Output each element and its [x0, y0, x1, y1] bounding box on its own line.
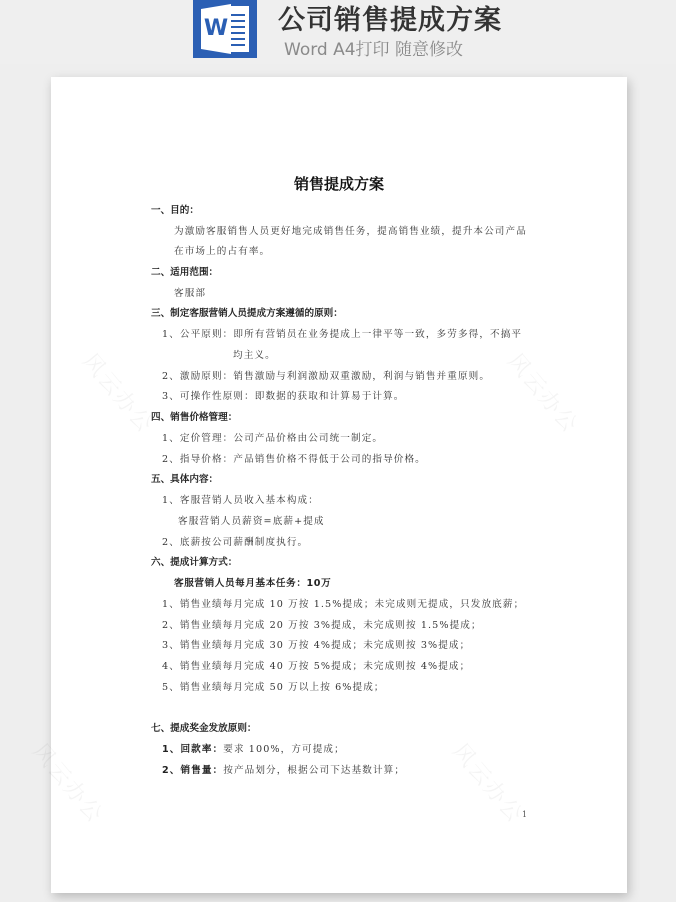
- item-label: 激励原则：: [179, 371, 234, 382]
- page-number: 1: [522, 810, 528, 819]
- item-text: 按产品划分，根据公司下达基数计算；: [223, 765, 406, 776]
- section-heading: 六、提成计算方式：: [151, 557, 238, 568]
- item-text: 销售业绩每月完成 10 万按 1.5%提成；未完成则无提成，只发放底薪；: [179, 599, 525, 610]
- item-number: 2、: [162, 620, 180, 631]
- watermark: [76, 346, 161, 439]
- word-icon: [193, 0, 257, 58]
- item-number: 3、: [162, 391, 180, 402]
- list-item: [162, 660, 470, 674]
- item-label: 回款率：: [180, 744, 224, 755]
- item-number: 1、: [162, 744, 181, 755]
- item-label: 销售量：: [180, 765, 224, 776]
- item-text: 公司产品价格由公司统一制定。: [233, 433, 384, 444]
- watermark: [501, 346, 586, 439]
- item-label: 指导价格：: [179, 454, 234, 465]
- item-text: 销售激励与利润激励双重激励，利润与销售并重原则。: [233, 371, 491, 382]
- list-item: [162, 639, 470, 653]
- item-text: 即所有营销员在业务提成上一律平等一致，多劳多得，不搞平: [233, 329, 523, 340]
- item-number: 2、: [162, 454, 180, 465]
- list-item: [162, 598, 524, 612]
- paragraph-line: 在市场上的占有率。: [174, 246, 271, 257]
- item-label: 可操作性原则：: [179, 391, 255, 402]
- list-item-sub: 客服营销人员薪资=底薪+提成: [178, 516, 325, 527]
- item-number: 1、: [162, 495, 180, 506]
- banner-header: [0, 0, 676, 64]
- section-heading: 四、销售价格管理：: [151, 412, 238, 423]
- item-number: 4、: [162, 661, 180, 672]
- section-heading: 七、提成奖金发放原则：: [151, 723, 257, 734]
- item-text: 销售业绩每月完成 40 万按 5%提成；未完成则按 4%提成；: [179, 661, 471, 672]
- item-text: 产品销售价格不得低于公司的指导价格。: [233, 454, 426, 465]
- list-item: [162, 370, 490, 384]
- item-number: 1、: [162, 329, 180, 340]
- watermark: [446, 736, 531, 829]
- item-text: 即数据的获取和计算易于计算。: [254, 391, 405, 402]
- section-heading: 三、制定客服营销人员提成方案遵循的原则：: [151, 308, 343, 319]
- item-text: 销售业绩每月完成 30 万按 4%提成；未完成则按 3%提成；: [179, 640, 471, 651]
- item-text: 要求 100%，方可提成；: [223, 744, 345, 755]
- word-letter: W: [203, 16, 229, 41]
- item-number: 2、: [162, 537, 180, 548]
- paragraph-line: 客服部: [174, 288, 207, 299]
- list-item: [162, 494, 319, 508]
- list-item: [162, 453, 426, 467]
- item-number: 1、: [162, 433, 180, 444]
- item-number: 3、: [162, 640, 180, 651]
- watermark: [26, 736, 111, 829]
- item-text: 客服营销人员收入基本构成：: [179, 495, 319, 506]
- banner-title: 公司销售提成方案: [278, 5, 502, 36]
- list-item-continuation: 均主义。: [233, 350, 276, 361]
- bold-line: 客服营销人员每月基本任务：10万: [174, 578, 332, 589]
- section-heading: 五、具体内容：: [151, 474, 219, 485]
- list-item: [162, 681, 385, 695]
- list-item: [162, 390, 404, 404]
- list-item: [162, 432, 383, 446]
- item-text: 底薪按公司薪酬制度执行。: [179, 537, 309, 548]
- list-item: [162, 764, 405, 778]
- section-heading: 一、目的：: [151, 205, 199, 216]
- list-item: [162, 328, 522, 342]
- list-item: [162, 536, 308, 550]
- item-number: 5、: [162, 682, 180, 693]
- item-text: 销售业绩每月完成 20 万按 3%提成，未完成则按 1.5%提成；: [179, 620, 482, 631]
- list-item: [162, 743, 345, 757]
- item-label: 公平原则：: [179, 329, 234, 340]
- item-label: 定价管理：: [179, 433, 234, 444]
- paragraph-line: 为激励客服销售人员更好地完成销售任务，提高销售业绩，提升本公司产品: [174, 226, 527, 237]
- item-text: 销售业绩每月完成 50 万以上按 6%提成；: [179, 682, 385, 693]
- banner-subtitle: Word A4打印 随意修改: [284, 40, 463, 60]
- item-number: 1、: [162, 599, 180, 610]
- section-heading: 二、适用范围：: [151, 267, 219, 278]
- document-page: [51, 77, 627, 893]
- item-number: 2、: [162, 371, 180, 382]
- list-item: [162, 619, 482, 633]
- item-number: 2、: [162, 765, 181, 776]
- document-title: 销售提成方案: [293, 175, 384, 193]
